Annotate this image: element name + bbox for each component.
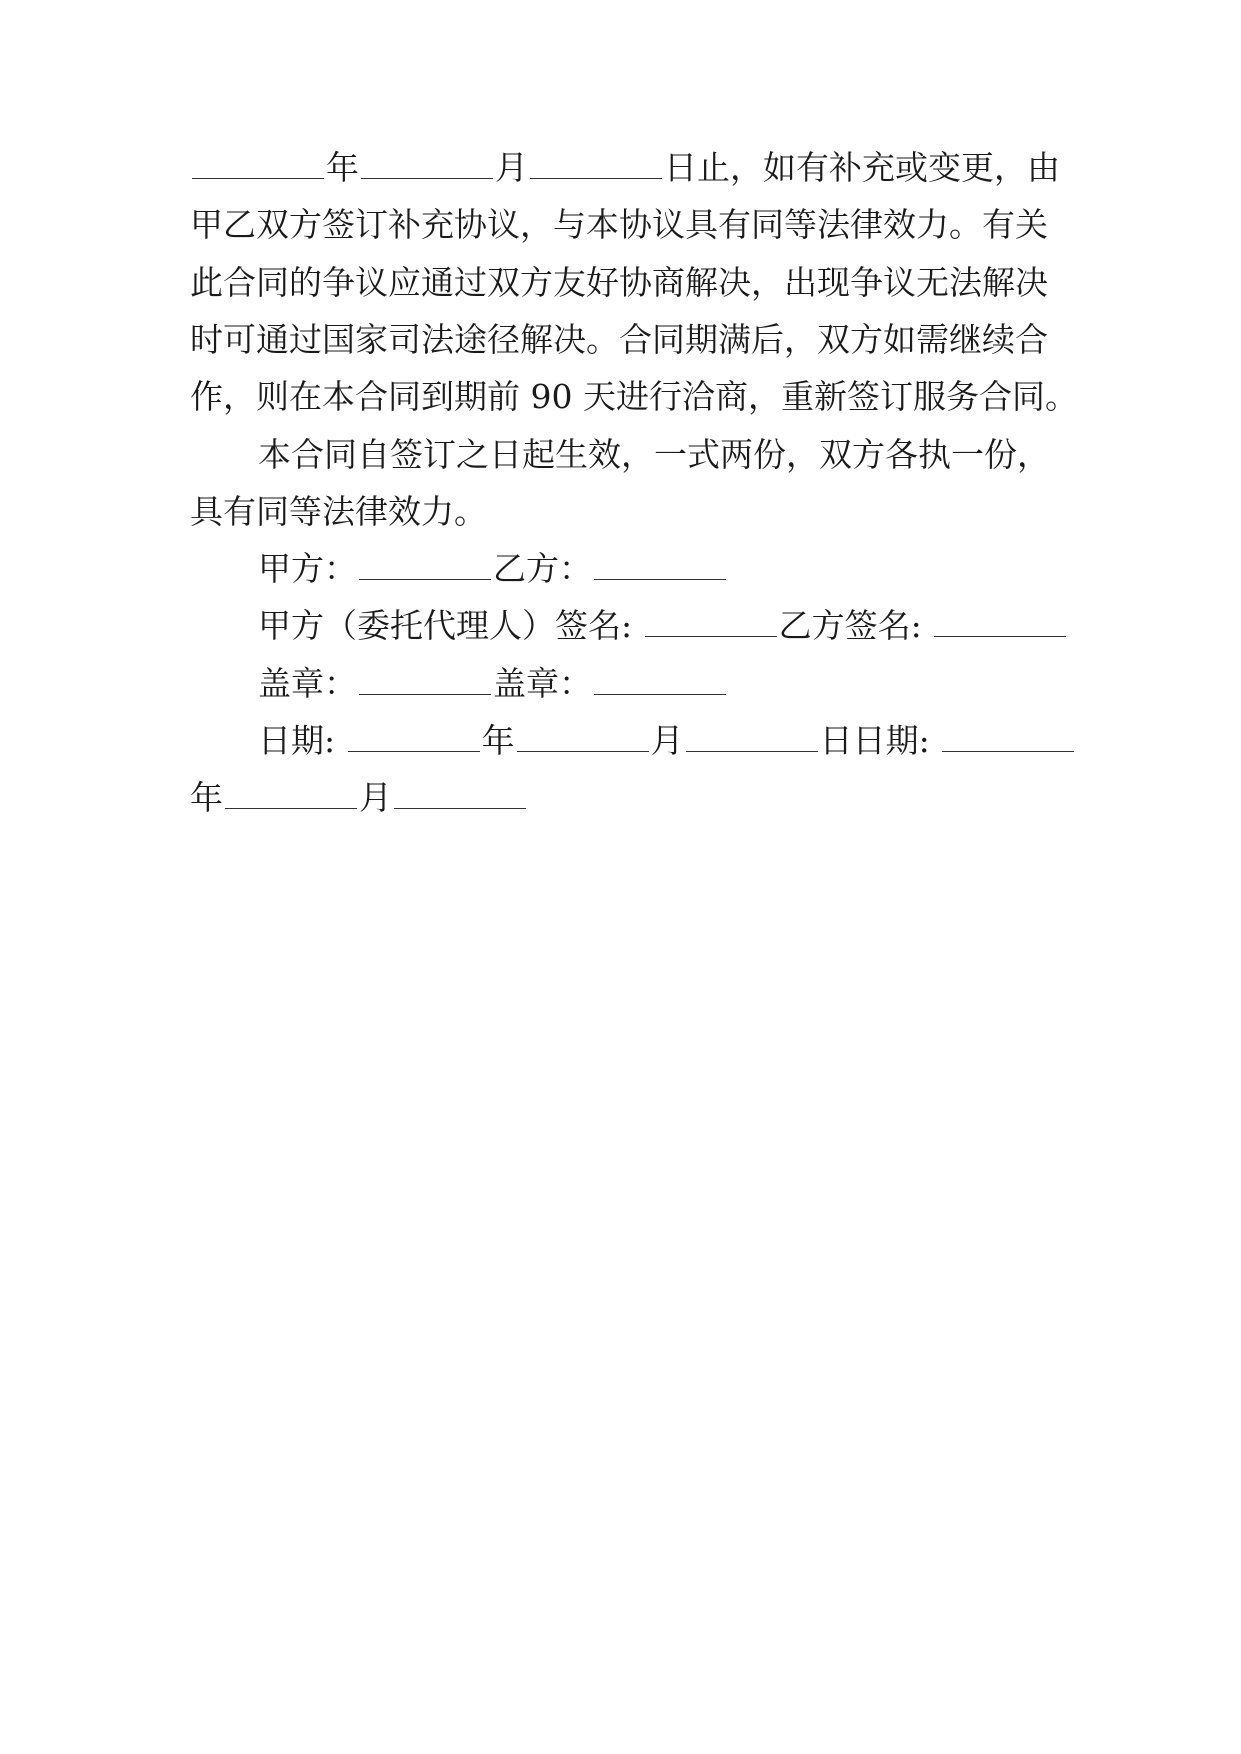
date-a-label: 日期: <box>258 721 336 760</box>
seal-b-blank <box>594 693 726 695</box>
date-line-2 <box>190 778 1070 818</box>
clause-line-7: 具有同等法律效力。 <box>190 492 487 531</box>
clause-line-2: 甲乙双方签订补充协议，与本协议具有同等法律效力。有关 <box>190 205 1048 244</box>
month-label: 月 <box>495 148 528 187</box>
date-a-year-blank <box>348 750 480 752</box>
seal-b-label: 盖章： <box>493 664 592 703</box>
date-a-month-blank <box>517 750 649 752</box>
seal-line <box>258 664 1138 704</box>
date-b-blank <box>942 750 1074 752</box>
party-b-blank <box>594 578 726 580</box>
party-a-label: 甲方： <box>258 549 357 588</box>
party-line <box>258 549 1138 589</box>
seal-a-label: 盖章： <box>258 664 357 703</box>
date-line <box>258 721 1138 761</box>
clause-line-5: 作，则在本合同到期前 90 天进行洽商，重新签订服务合同。 <box>190 377 1078 416</box>
year-label: 年 <box>481 721 515 760</box>
date-b-label: 日日期: <box>819 721 930 760</box>
party-a-agent-sign-label: 甲方（委托代理人）签名: <box>258 606 633 645</box>
party-a-sign-blank <box>645 635 777 637</box>
blank-line <box>361 177 493 179</box>
sign-line <box>258 606 1138 646</box>
date-a-day-blank <box>686 750 818 752</box>
date-b-month-blank <box>394 807 526 809</box>
month-label: 月 <box>359 778 392 817</box>
party-b-sign-blank <box>934 635 1066 637</box>
clause-line-3: 此合同的争议应通过双方友好协商解决，出现争议无法解决 <box>190 263 1048 302</box>
year-label: 年 <box>326 148 359 187</box>
blank-line <box>192 177 324 179</box>
party-a-blank <box>359 578 491 580</box>
year-label: 年 <box>190 778 223 817</box>
clause-line-4: 时可通过国家司法途径解决。合同期满后，双方如需继续合 <box>190 320 1048 359</box>
clause-text: 日止，如有补充或变更，由 <box>664 148 1060 187</box>
party-b-label: 乙方： <box>493 549 592 588</box>
seal-a-blank <box>359 693 491 695</box>
date-b-year-blank <box>225 807 357 809</box>
clause-line-1 <box>190 148 1070 188</box>
clause-line-6: 本合同自签订之日起生效，一式两份，双方各执一份， <box>258 435 1050 474</box>
blank-line <box>530 177 662 179</box>
month-label: 月 <box>650 721 684 760</box>
party-b-sign-label: 乙方签名: <box>778 606 922 645</box>
